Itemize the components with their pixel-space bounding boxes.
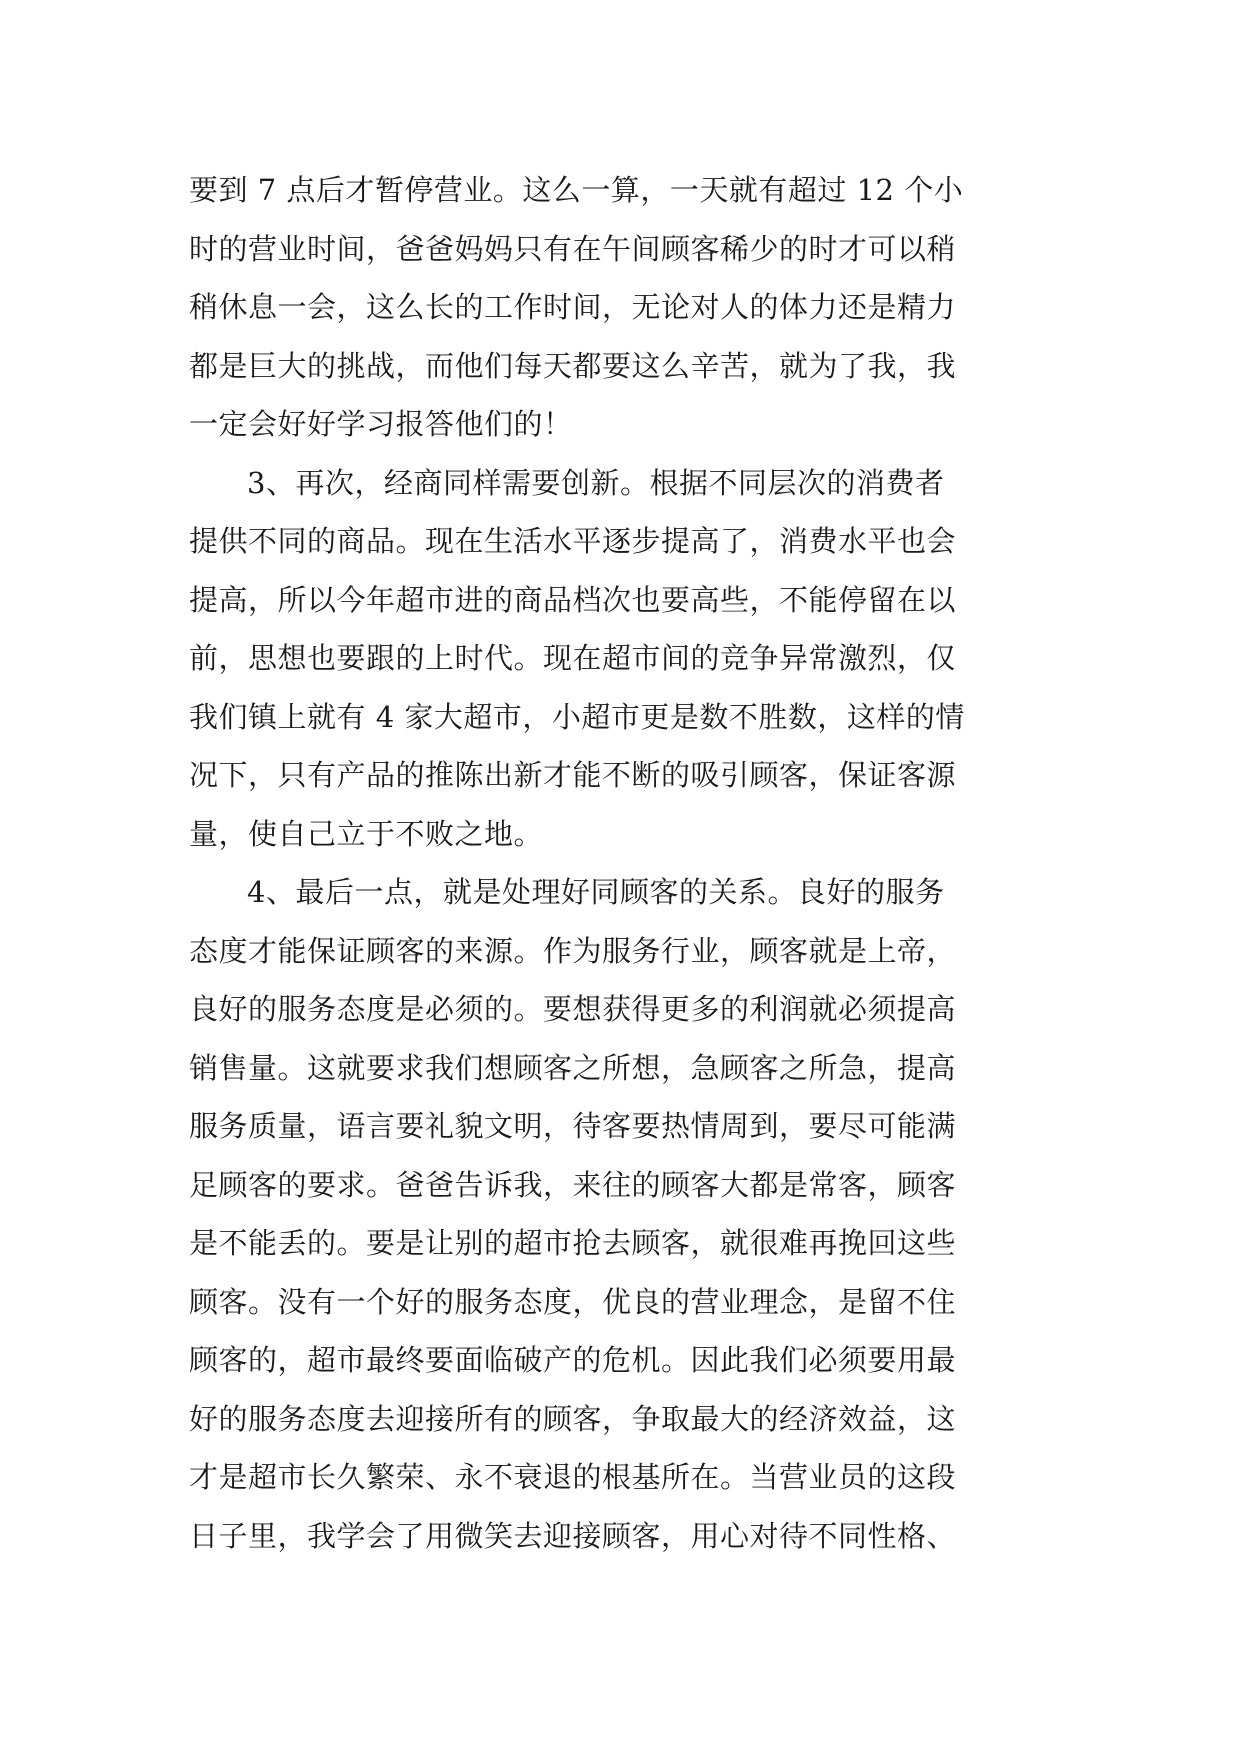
text-line: 都是巨大的挑战，而他们每天都要这么辛苦，就为了我，我 [189,348,957,383]
text-line: 顾客的，超市最终要面临破产的危机。因此我们必须要用最 [189,1343,957,1377]
text-line: 稍休息一会，这么长的工作时间，无论对人的体力还是精力 [189,290,957,324]
text-line: 提高，所以今年超市进的商品档次也要高些，不能停留在以 [189,582,957,617]
text-line: 量，使自己立于不败之地。 [189,816,544,851]
text-line: 良好的服务态度是必须的。要想获得更多的利润就必须提高 [189,992,957,1026]
paragraph-start-line: 4、最后一点，就是处理好同顾客的关系。良好的服务 [247,875,945,909]
text-line: 况下，只有产品的推陈出新才能不断的吸引顾客，保证客源 [189,758,957,792]
text-line: 要到 7 点后才暂停营业。这么一算，一天就有超过 12 个小 [189,173,964,207]
text-line: 是不能丢的。要是让别的超市抢去顾客，就很难再挽回这些 [189,1226,957,1260]
body-text [189,161,1069,1565]
text-line: 顾客。没有一个好的服务态度，优良的营业理念，是留不住 [189,1284,957,1319]
text-line: 提供不同的商品。现在生活水平逐步提高了，消费水平也会 [189,524,957,558]
text-line: 好的服务态度去迎接所有的顾客，争取最大的经济效益，这 [189,1401,957,1436]
text-line: 日子里，我学会了用微笑去迎接顾客，用心对待不同性格、 [189,1518,957,1553]
text-line: 态度才能保证顾客的来源。作为服务行业，顾客就是上帝， [189,933,957,968]
text-line: 才是超市长久繁荣、永不衰退的根基所在。当营业员的这段 [189,1460,957,1494]
text-line: 时的营业时间，爸爸妈妈只有在午间顾客稀少的时才可以稍 [189,231,957,266]
text-line: 足顾客的要求。爸爸告诉我，来往的顾客大都是常客，顾客 [189,1167,957,1202]
text-line: 前，思想也要跟的上时代。现在超市间的竞争异常激烈，仅 [189,641,957,675]
text-line: 服务质量，语言要礼貌文明，待客要热情周到，要尽可能满 [189,1109,957,1143]
text-line: 我们镇上就有 4 家大超市，小超市更是数不胜数，这样的情 [189,699,965,734]
paragraph-start-line: 3、再次，经商同样需要创新。根据不同层次的消费者 [247,465,945,500]
text-line: 销售量。这就要求我们想顾客之所想，急顾客之所急，提高 [189,1050,957,1085]
text-line: 一定会好好学习报答他们的！ [189,407,573,441]
